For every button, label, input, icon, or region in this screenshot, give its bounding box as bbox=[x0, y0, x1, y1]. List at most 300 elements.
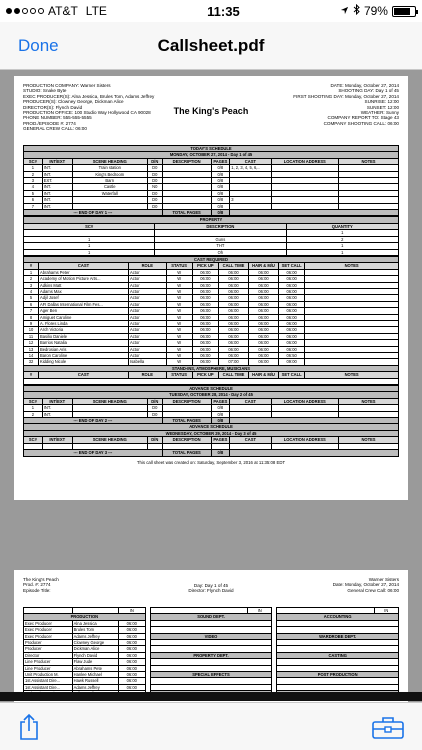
table-cell: Adams Jeffrey bbox=[72, 684, 118, 690]
table-cell: D0 bbox=[147, 178, 162, 184]
table-cell: 06:00 bbox=[118, 684, 145, 690]
section-title: TODAY'S SCHEDULE bbox=[24, 146, 399, 152]
property-table bbox=[23, 216, 399, 255]
section-title: PROPERTY DEPT. bbox=[150, 652, 272, 658]
table-cell: INT. bbox=[42, 203, 72, 209]
column-header: D/N bbox=[147, 437, 162, 443]
table-cell: 6 bbox=[24, 301, 39, 307]
table-cell: 06:00 bbox=[219, 288, 249, 294]
table-cell: 06:00 bbox=[219, 295, 249, 301]
table-cell: King's Bedroom bbox=[72, 171, 147, 177]
table-cell: 07:00 bbox=[219, 359, 249, 365]
table-cell: W bbox=[166, 301, 192, 307]
table-cell: 06:00 bbox=[219, 320, 249, 326]
table-row bbox=[24, 659, 146, 665]
header-line: SUNSET: 12:00 bbox=[366, 104, 399, 110]
table-cell: Baron Caroline bbox=[39, 353, 129, 359]
table-cell: 2 bbox=[24, 171, 43, 177]
crew-header bbox=[23, 577, 399, 607]
table-cell: 0/8 bbox=[211, 405, 230, 411]
table-row bbox=[24, 627, 146, 633]
table-cell: Line Producer bbox=[24, 659, 73, 665]
column-header: SC# bbox=[24, 437, 43, 443]
table-cell: Exec Producer bbox=[24, 620, 73, 626]
column-header: SCENE HEADING bbox=[72, 437, 147, 443]
table-cell: INT. bbox=[42, 411, 72, 417]
table-cell: 0/8 bbox=[211, 203, 230, 209]
share-icon[interactable] bbox=[18, 713, 40, 746]
table-cell: 06:00 bbox=[219, 308, 249, 314]
table-cell: W bbox=[166, 340, 192, 346]
column-header: STATUS bbox=[166, 372, 192, 378]
table-cell: 0/8 bbox=[211, 190, 230, 196]
table-cell: 2 bbox=[24, 411, 43, 417]
table-cell: 06:00 bbox=[279, 314, 305, 320]
table-cell: AFI Dallas International Film Fes... bbox=[39, 301, 129, 307]
table-cell: 7 bbox=[24, 308, 39, 314]
header-line: DATE: Monday, October 27, 2014 bbox=[330, 83, 399, 88]
show-title: The King's Peach bbox=[173, 106, 249, 116]
table-cell: EXT. bbox=[42, 178, 72, 184]
table-row bbox=[24, 678, 146, 684]
table-cell: INT. bbox=[42, 197, 72, 203]
table-cell: Bedrosian Aris bbox=[39, 346, 129, 352]
table-cell: 12 bbox=[24, 340, 39, 346]
table-cell: Isabella bbox=[129, 359, 167, 365]
table-cell: Flynch David bbox=[72, 652, 118, 658]
column-header: NOTES bbox=[339, 398, 399, 404]
table-cell: 1 bbox=[286, 249, 399, 255]
column-header: CAST bbox=[230, 437, 271, 443]
table-cell: D0 bbox=[147, 405, 162, 411]
table-cell: 06:00 bbox=[118, 627, 145, 633]
table-cell: Oh bbox=[155, 249, 286, 255]
empty-row bbox=[24, 378, 399, 384]
toolbox-icon[interactable] bbox=[372, 715, 404, 744]
table-cell: 1st Assistant Dire... bbox=[24, 684, 73, 690]
company-summary bbox=[333, 577, 399, 593]
summary-line: Director: Flynch David bbox=[188, 588, 234, 594]
column-header: HAIR & M/U bbox=[249, 263, 279, 269]
table-cell: 06:00 bbox=[192, 346, 218, 352]
table-cell: 0/8 bbox=[211, 197, 230, 203]
table-row bbox=[24, 684, 146, 690]
table-cell: 06:00 bbox=[279, 276, 305, 282]
table-cell: 06:00 bbox=[249, 314, 279, 320]
table-cell: 06:00 bbox=[249, 301, 279, 307]
table-cell: 1 bbox=[24, 243, 155, 249]
column-header: SET CALL bbox=[279, 263, 305, 269]
table-cell: Abrahams Pete bbox=[72, 665, 118, 671]
table-cell: 06:00 bbox=[279, 295, 305, 301]
table-cell: 06:00 bbox=[118, 678, 145, 684]
table-cell: W bbox=[166, 282, 192, 288]
table-cell: Producer bbox=[24, 646, 73, 652]
table-cell: 6 bbox=[24, 197, 43, 203]
table-cell: W bbox=[166, 295, 192, 301]
table-cell: 06:00 bbox=[219, 340, 249, 346]
table-cell: Actor bbox=[129, 301, 167, 307]
table-cell: 9 bbox=[24, 320, 39, 326]
table-cell: 06:00 bbox=[249, 359, 279, 365]
table-cell: 06:00 bbox=[249, 276, 279, 282]
table-cell: W bbox=[166, 308, 192, 314]
table-cell: 2 bbox=[24, 276, 39, 282]
table-cell: 06:00 bbox=[249, 346, 279, 352]
column-header: INT/EXT bbox=[42, 398, 72, 404]
table-cell: 06:00 bbox=[118, 633, 145, 639]
table-cell: Actor bbox=[129, 314, 167, 320]
table-cell: 0/8 bbox=[211, 411, 230, 417]
table-cell: Actor bbox=[129, 308, 167, 314]
pdf-page-1 bbox=[14, 76, 408, 500]
end-of-day: --- END OF DAY 3 --- bbox=[24, 450, 163, 456]
table-cell: 06:00 bbox=[192, 295, 218, 301]
todays-schedule-table bbox=[23, 145, 399, 216]
column-header: SC# bbox=[24, 398, 43, 404]
table-cell: 06:00 bbox=[118, 640, 145, 646]
day-banner: MONDAY, OCTOBER 27, 2014 - Day 1 of 45 bbox=[24, 152, 399, 158]
table-cell: 06:00 bbox=[279, 301, 305, 307]
table-cell: 06:00 bbox=[219, 327, 249, 333]
table-cell: 06:00 bbox=[192, 320, 218, 326]
header-line: COMPANY REPORT TO: Stage 43 bbox=[327, 115, 399, 121]
table-cell: 1 bbox=[286, 230, 399, 236]
column-header: D/N bbox=[147, 398, 162, 404]
column-header: LOCATION ADDRESS bbox=[271, 437, 339, 443]
summary-line: Warner Sisters bbox=[368, 577, 399, 582]
table-cell: 06:00 bbox=[279, 346, 305, 352]
column-header: SC# bbox=[24, 223, 155, 229]
column-header: CALL TIME bbox=[219, 372, 249, 378]
table-cell: THT bbox=[155, 243, 286, 249]
table-cell: Hanlee Michael bbox=[72, 672, 118, 678]
table-cell: Actor bbox=[129, 333, 167, 339]
table-cell: Waterfall bbox=[72, 190, 147, 196]
table-cell: Unit Production M. bbox=[24, 672, 73, 678]
table-cell: Basilio Daniele bbox=[39, 333, 129, 339]
table-cell: 06:00 bbox=[118, 620, 145, 626]
table-cell: 06:00 bbox=[279, 327, 305, 333]
table-cell: 06:00 bbox=[219, 282, 249, 288]
table-cell: 06:00 bbox=[192, 269, 218, 275]
summary-line: Prod. #: 2774 bbox=[23, 582, 51, 588]
table-cell: 06:00 bbox=[192, 288, 218, 294]
table-cell: 06:00 bbox=[192, 359, 218, 365]
clock: 11:35 bbox=[207, 3, 240, 19]
table-cell: Castle bbox=[72, 184, 147, 190]
summary-line: Episode Title: bbox=[23, 587, 51, 593]
table-cell: A. Flores Linda bbox=[39, 320, 129, 326]
table-cell: 06:00 bbox=[249, 269, 279, 275]
table-cell: W bbox=[166, 327, 192, 333]
shooting-info bbox=[293, 83, 399, 126]
table-cell: 7 bbox=[24, 203, 43, 209]
table-cell: D0 bbox=[147, 190, 162, 196]
table-cell: 06:00 bbox=[219, 269, 249, 275]
table-cell: 06:00 bbox=[219, 353, 249, 359]
column-header: INT/EXT bbox=[42, 437, 72, 443]
table-cell: 06:00 bbox=[192, 276, 218, 282]
table-cell: D0 bbox=[147, 197, 162, 203]
column-header: PICK UP bbox=[192, 263, 218, 269]
table-cell: 5 bbox=[24, 190, 43, 196]
table-cell: W bbox=[166, 314, 192, 320]
column-header: DESCRIPTION bbox=[162, 158, 211, 164]
redaction-bar bbox=[0, 692, 422, 701]
column-header: PAGES bbox=[211, 158, 230, 164]
signal-icon bbox=[6, 8, 44, 14]
header-line: PROD./EPISODE #: 2774 bbox=[23, 120, 76, 126]
table-cell: INT. bbox=[42, 405, 72, 411]
total-pages-value: 0/8 bbox=[211, 210, 230, 216]
table-cell: Abrahams Peter bbox=[39, 269, 129, 275]
section-title: VIDEO bbox=[150, 633, 272, 639]
header-line: WEATHER: Sunny bbox=[360, 110, 399, 116]
table-cell: 06:00 bbox=[279, 320, 305, 326]
table-cell: Producer bbox=[24, 640, 73, 646]
table-cell: Actor bbox=[129, 288, 167, 294]
table-cell: 06:00 bbox=[249, 308, 279, 314]
column-header: SCENE HEADING bbox=[72, 158, 147, 164]
table-cell: 4 bbox=[24, 184, 43, 190]
dept-table-right bbox=[276, 607, 399, 698]
table-cell: 06:00 bbox=[279, 340, 305, 346]
table-cell: 06:00 bbox=[118, 672, 145, 678]
navigation-bar bbox=[0, 22, 422, 70]
table-cell: N0 bbox=[147, 184, 162, 190]
table-cell: Adams Jeffrey bbox=[72, 633, 118, 639]
summary-line: Date: Monday, October 27, 2014 bbox=[332, 582, 399, 588]
table-cell: Line Producer bbox=[24, 665, 73, 671]
table-cell: 06:00 bbox=[192, 327, 218, 333]
table-cell: 5 bbox=[24, 295, 39, 301]
table-cell: 13 bbox=[24, 346, 39, 352]
production-info bbox=[23, 83, 154, 132]
end-of-day: --- END OF DAY 2 --- bbox=[24, 418, 163, 424]
section-title: PRODUCTION bbox=[24, 614, 146, 620]
summary-line: The King's Peach bbox=[23, 577, 59, 582]
column-header: LOCATION ADDRESS bbox=[271, 158, 339, 164]
column-header: SCENE HEADING bbox=[72, 398, 147, 404]
table-cell: Academy of Motion Picture Arts... bbox=[39, 276, 129, 282]
table-cell: 06:00 bbox=[219, 301, 249, 307]
table-cell: 06:00 bbox=[249, 295, 279, 301]
table-cell: 0/8 bbox=[211, 171, 230, 177]
column-header: NOTES bbox=[305, 372, 399, 378]
column-header: PAGES bbox=[211, 437, 230, 443]
table-cell: 1, 2, 3, 4, 5, 6,.. bbox=[230, 165, 271, 171]
table-cell: 8 bbox=[24, 314, 39, 320]
column-header: HAIR & M/U bbox=[249, 372, 279, 378]
table-cell: 06:00 bbox=[279, 269, 305, 275]
table-cell: 06:00 bbox=[219, 314, 249, 320]
table-cell: Actor bbox=[129, 340, 167, 346]
table-cell: 06:00 bbox=[219, 276, 249, 282]
column-header: INT/EXT bbox=[42, 158, 72, 164]
header-line: PRODUCTION OFFICE: 100 Studio Way Hollywood CA 90028 bbox=[23, 110, 151, 116]
table-cell: 06:00 bbox=[249, 353, 279, 359]
done-button[interactable]: Done bbox=[18, 35, 59, 55]
table-cell: 06:00 bbox=[279, 288, 305, 294]
column-header: CALL TIME bbox=[219, 263, 249, 269]
table-row bbox=[24, 633, 146, 639]
table-cell: Train station bbox=[72, 165, 147, 171]
header-line: GENERAL CREW CALL: 06:00 bbox=[23, 126, 87, 132]
table-cell: D0 bbox=[147, 203, 162, 209]
table-row bbox=[24, 665, 146, 671]
column-header: QUANTITY bbox=[286, 223, 399, 229]
table-cell: 06:00 bbox=[279, 333, 305, 339]
table-cell: Director bbox=[24, 652, 73, 658]
table-cell: Guns bbox=[155, 236, 286, 242]
in-header: IN bbox=[118, 608, 145, 614]
table-cell: W bbox=[166, 269, 192, 275]
column-header: NOTES bbox=[305, 263, 399, 269]
network-type: LTE bbox=[85, 4, 107, 18]
bluetooth-icon bbox=[353, 4, 360, 18]
column-header: NOTES bbox=[339, 158, 399, 164]
table-cell: 1 bbox=[286, 243, 399, 249]
table-cell: 06:00 bbox=[249, 327, 279, 333]
column-header: NOTES bbox=[339, 437, 399, 443]
table-cell: W bbox=[166, 276, 192, 282]
column-header: CAST bbox=[39, 263, 129, 269]
header-line: PRODUCTION COMPANY: Warner Sisters bbox=[23, 83, 111, 88]
section-title: SOUND DEPT. bbox=[150, 614, 272, 620]
header-line: STUDIO: Snake Byte bbox=[23, 88, 67, 94]
table-cell: Barrios Natalia bbox=[39, 340, 129, 346]
header-line: SUNRISE: 12:00 bbox=[364, 99, 399, 105]
section-title: STAND-INS, ATMOSPHERE, MUSICIANS bbox=[24, 365, 399, 371]
table-cell: 06:00 bbox=[192, 353, 218, 359]
column-header: CAST bbox=[230, 398, 271, 404]
table-cell: Actor bbox=[129, 282, 167, 288]
table-cell: 06:00 bbox=[249, 333, 279, 339]
table-cell: 1 bbox=[24, 249, 155, 255]
battery-level bbox=[394, 8, 410, 15]
battery-percent: 79% bbox=[363, 4, 388, 18]
section-title: ADVANCE SCHEDULE bbox=[24, 424, 399, 430]
table-cell: 06:50 bbox=[279, 353, 305, 359]
column-header: SC# bbox=[24, 158, 43, 164]
section-title: ACCOUNTING bbox=[277, 614, 399, 620]
table-cell: Flaw Jude bbox=[72, 659, 118, 665]
table-cell: D0 bbox=[147, 171, 162, 177]
table-cell: Adkins Matt bbox=[39, 282, 129, 288]
header-line: FIRST SHOOTING DAY: Monday, October 27, 2014 bbox=[293, 93, 399, 99]
header-line: COMPANY SHOOTING CALL: 06:00 bbox=[323, 120, 399, 126]
table-cell: INT. bbox=[42, 165, 72, 171]
table-cell: W bbox=[166, 320, 192, 326]
header-line: PHONE NUMBER: 555-555-5555 bbox=[23, 115, 92, 121]
column-header: CAST bbox=[230, 158, 271, 164]
table-cell: Dickman Alice bbox=[72, 646, 118, 652]
table-cell: 06:00 bbox=[192, 282, 218, 288]
table-cell: Exec Producer bbox=[24, 627, 73, 633]
column-header: # bbox=[24, 372, 39, 378]
carrier-name: AT&T bbox=[48, 4, 78, 18]
table-cell: 06:00 bbox=[192, 308, 218, 314]
column-header: D/N bbox=[147, 158, 162, 164]
status-bar bbox=[0, 0, 422, 22]
in-header: IN bbox=[374, 608, 398, 614]
table-cell: Alna Jessica bbox=[72, 620, 118, 626]
table-cell: INT. bbox=[42, 171, 72, 177]
table-cell: 06:00 bbox=[118, 665, 145, 671]
table-cell: 14 bbox=[24, 353, 39, 359]
table-cell: W bbox=[166, 359, 192, 365]
table-cell: 0/8 bbox=[211, 165, 230, 171]
pdf-viewer[interactable] bbox=[0, 70, 422, 702]
section-title: CAST REQUIRED bbox=[24, 256, 399, 262]
section-title: SPECIAL EFFECTS bbox=[150, 672, 272, 678]
table-cell: 06:00 bbox=[219, 333, 249, 339]
day-banner: WEDNESDAY, OCTOBER 29, 2014 - Day 3 of 45 bbox=[24, 430, 399, 436]
battery-icon bbox=[392, 6, 416, 17]
table-cell: 32 bbox=[24, 359, 39, 365]
table-cell: 06:00 bbox=[249, 340, 279, 346]
summary-line: Day: Day 1 of 45 bbox=[193, 583, 229, 588]
table-cell: 06:00 bbox=[192, 314, 218, 320]
table-cell: 06:00 bbox=[118, 652, 145, 658]
column-header: DESCRIPTION bbox=[155, 223, 286, 229]
table-cell: Actor bbox=[129, 276, 167, 282]
column-header: LOCATION ADDRESS bbox=[271, 398, 339, 404]
section-title: WARDROBE DEPT. bbox=[277, 633, 399, 639]
total-pages-label: TOTAL PAGES bbox=[162, 418, 211, 424]
summary-line: General Crew Call: 06:00 bbox=[347, 587, 399, 593]
table-cell: 06:00 bbox=[219, 346, 249, 352]
column-header: # bbox=[24, 263, 39, 269]
production-crew-table bbox=[23, 607, 146, 698]
column-header: SET CALL bbox=[279, 372, 305, 378]
advance-schedule-table bbox=[23, 385, 399, 456]
table-cell: 1 bbox=[24, 405, 43, 411]
table-cell: D0 bbox=[147, 165, 162, 171]
table-cell: W bbox=[166, 353, 192, 359]
location-icon bbox=[340, 4, 349, 18]
table-row bbox=[24, 672, 146, 678]
table-cell: D0 bbox=[147, 411, 162, 417]
table-row bbox=[24, 249, 399, 255]
bottom-toolbar bbox=[0, 702, 422, 750]
table-cell: Actor bbox=[129, 327, 167, 333]
table-cell: 06:00 bbox=[118, 646, 145, 652]
section-title: CASTING bbox=[277, 652, 399, 658]
column-header: PICK UP bbox=[192, 372, 218, 378]
header-line: SHOOTING DAY: Day 1 of 45 bbox=[338, 88, 399, 94]
table-cell: Barn bbox=[72, 178, 147, 184]
total-pages-value: 0/8 bbox=[211, 450, 230, 456]
table-cell: 11 bbox=[24, 333, 39, 339]
table-cell: W bbox=[166, 288, 192, 294]
table-cell: Adams Max bbox=[39, 288, 129, 294]
total-pages-value: 0/8 bbox=[211, 418, 230, 424]
header-line: PRODUCER(S): Clowney George, Dickman Alice bbox=[23, 99, 124, 105]
table-cell: 06:00 bbox=[192, 333, 218, 339]
table-cell: 06:00 bbox=[279, 282, 305, 288]
table-cell: Amiguet Caroline bbox=[39, 314, 129, 320]
table-cell: 4 bbox=[24, 288, 39, 294]
column-header: CAST bbox=[39, 372, 129, 378]
table-cell: 1 bbox=[24, 269, 39, 275]
table-cell: 1 bbox=[24, 236, 155, 242]
document-title: Callsheet.pdf bbox=[157, 35, 265, 55]
total-pages-label: TOTAL PAGES bbox=[162, 450, 211, 456]
section-title: POST PRODUCTION bbox=[277, 672, 399, 678]
table-cell: 06:00 bbox=[279, 308, 305, 314]
